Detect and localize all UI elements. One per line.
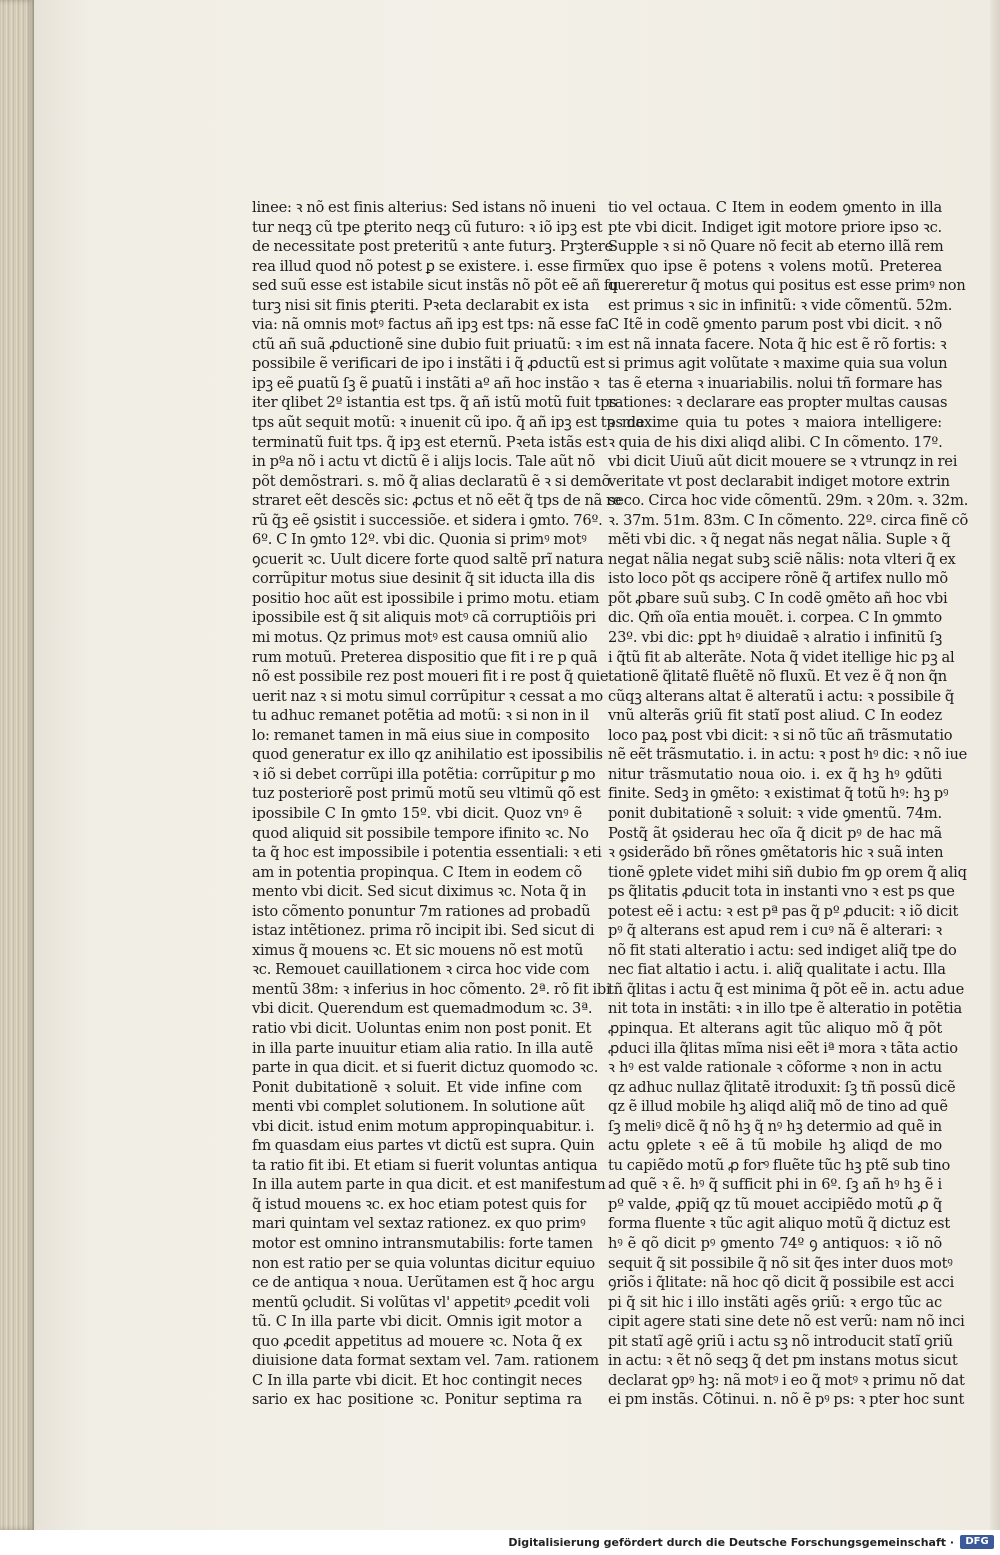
text-line: tuz posteriorẽ post primũ motũ seu vltimũ qõ est bbox=[252, 785, 601, 803]
text-line: tionẽ ꝯplete videt mihi siñ dubio fm ꝯp orem q̃ aliq bbox=[608, 863, 967, 881]
text-line: via: nã omnis motꝰ factus añ ipꝫ est tps: nã esse fa bbox=[252, 316, 609, 334]
text-line: pte vbi dicit. Indiget igit motore priore ipso ꝛc. bbox=[608, 218, 942, 236]
text-line: quod aliquid sit possibile tempore ifinito ꝛc. No bbox=[252, 824, 589, 842]
text-line: vbi dicit. istud enim motum appropinquabitur. i. bbox=[252, 1117, 595, 1135]
text-line: tu adhuc remanet potẽtia ad motũ: ꝛ si non in il bbox=[252, 707, 589, 725]
text-line: terminatũ fuit tps. q̃ ipꝫ est eternũ. Pꝛeta istãs est bbox=[252, 433, 608, 451]
text-line: ꝛ ꝯsiderãdo bñ rõnes ꝯmẽtatoris hic ꝛ suã inten bbox=[608, 844, 944, 862]
text-line: mentũ ꝯcludit. Si volũtas vl' appetitꝰ ꝓcedit voli bbox=[252, 1293, 590, 1311]
text-line: tio vel octaua. C Item in eodem ꝯmento in illa bbox=[608, 199, 942, 216]
text-line: cũqꝫ alterans altat ẽ alteratũ i actu: ꝛ possibile q̃ bbox=[608, 687, 954, 705]
text-line: mento vbi dicit. Sed sicut diximus ꝛc. Nota q̃ in bbox=[252, 883, 587, 901]
text-line: nõ est possibile rez post moueri fit i re post q̃ quie bbox=[252, 668, 609, 686]
text-line: ta ratio fit ibi. Et etiam si fuerit voluntas antiqua bbox=[252, 1156, 598, 1174]
text-line: fm quasdam eius partes vt dictũ est supra. Quin bbox=[252, 1137, 595, 1155]
text-line: mentũ 38m: ꝛ inferius in hoc cõmento. 2ª. rõ fit ibi bbox=[252, 980, 611, 998]
text-line: motor est omnino intransmutabilis: forte tamen bbox=[252, 1234, 593, 1252]
text-line: ꝛ. 37m. 51m. 83m. C In cõmento. 22º. circa finẽ cõ bbox=[608, 511, 969, 529]
text-line: vbi dicit. Querendum est quemadmodum ꝛc. 3ª. bbox=[252, 1000, 593, 1018]
text-line: C In illa parte vbi dicit. Et hoc contingit neces bbox=[252, 1371, 582, 1389]
text-line: in pºa nõ i actu vt dictũ ẽ i alijs locis. Tale aũt nõ bbox=[252, 453, 596, 471]
text-line: linee: ꝛ nõ est finis alterius: Sed istans nõ inueni bbox=[252, 199, 596, 216]
text-line: ꝯriõs i q̃litate: nã hoc qõ dicit q̃ possibile est acci bbox=[608, 1274, 955, 1292]
text-line: q̃ istud mouens ꝛc. ex hoc etiam potest quis for bbox=[252, 1195, 587, 1213]
text-line: negat nãlia negat subꝫ sciẽ nãlis: nota vlteri q̃ ex bbox=[608, 550, 956, 568]
text-line: põt ꝓbare suũ subꝫ. C In codẽ ꝯmẽto añ hoc vbi bbox=[608, 589, 948, 607]
dfg-logo: DFG bbox=[960, 1535, 994, 1549]
text-line: ꝛ maxime quia tu potes ꝛ maiora intelligere: bbox=[608, 414, 942, 432]
text-line: ponit dubitationẽ ꝛ soluit: ꝛ vide ꝯmentũ. 74m. bbox=[608, 804, 942, 822]
text-line: nẽ eẽt trãsmutatio. i. in actu: ꝛ post hꝰ dic: ꝛ nõ iue bbox=[608, 746, 968, 764]
text-line: possibile ẽ verificari de ipo i instãti i q̃ ꝓductũ est bbox=[252, 355, 605, 373]
text-line: Supple ꝛ si nõ Quare nõ fecit ab eterno illã rem bbox=[608, 238, 944, 256]
text-line: Ponit dubitationẽ ꝛ soluit. Et vide infine com bbox=[252, 1078, 582, 1096]
text-line: nec fiat altatio i actu. i. aliq̃ qualitate i actu. Illa bbox=[608, 961, 946, 979]
text-line: actu ꝯplete ꝛ eẽ ã tũ mobile hꝫ aliqd de mo bbox=[608, 1137, 942, 1155]
text-line: ꝛ hꝰ est valde rationale ꝛ cõforme ꝛ non in actu bbox=[608, 1059, 942, 1077]
text-line: ps q̃litatis ꝓducit tota in instanti vno ꝛ est ps que bbox=[608, 883, 955, 901]
text-line: vnũ alterãs ꝯriũ fit statĩ post aliud. C In eodez bbox=[608, 707, 942, 725]
digitization-footer bbox=[0, 1530, 1000, 1555]
text-line: est primus ꝛ sic in infinitũ: ꝛ vide cõmentũ. 52m. bbox=[608, 296, 953, 314]
text-line: ex quo ipse ẽ potens ꝛ volens motũ. Preterea bbox=[608, 257, 942, 275]
text-line: ximus q̃ mouens ꝛc. Et sic mouens nõ est motũ bbox=[252, 941, 584, 959]
text-line: tñ q̃litas i actu q̃ est minima q̃ põt eẽ in. actu adue bbox=[608, 980, 965, 998]
text-line: tũ. C In illa parte vbi dicit. Omnis igit motor a bbox=[252, 1313, 582, 1331]
text-line: rum motuũ. Preterea dispositio que fit i re p quã bbox=[252, 648, 598, 666]
text-line: tationẽ q̃litatẽ fluẽtẽ nõ fluxũ. Et vez ẽ q̃ non q̃n bbox=[608, 668, 947, 686]
text-line: pi q̃ sit hic i illo instãti agẽs ꝯriũ: ꝛ ergo tũc ac bbox=[608, 1293, 942, 1311]
text-line: est nã innata facere. Nota q̃ hic est ẽ rõ fortis: ꝛ bbox=[608, 335, 947, 353]
text-line: ꝛ iõ si debet corrũpi illa potẽtia: corrũpitur ꝑ mo bbox=[252, 765, 596, 783]
text-line: loco paꝝ post vbi dicit: ꝛ si nõ tũc añ trãsmutatio bbox=[608, 726, 953, 744]
right-text-column bbox=[608, 198, 969, 1410]
facing-page-edge bbox=[990, 0, 1000, 1530]
text-line: qz ẽ illud mobile hꝫ aliqd aliq̃ mõ de tino ad quẽ bbox=[608, 1098, 948, 1116]
text-line: rũ q̃ꝫ eẽ ꝯsistit i successiõe. et sidera i ꝯmto. 76º. bbox=[252, 511, 603, 529]
text-line: ctũ añ suã ꝓductionẽ sine dubio fuit priuatũ: ꝛ im bbox=[252, 335, 604, 353]
text-line: declarat ꝯpꝰ hꝫ: nã motꝰ i eo q̃ motꝰ ꝛ primu nõ dat bbox=[608, 1371, 965, 1389]
text-line: qz adhuc nullaz q̃litatẽ itroduxit: ſꝫ tñ possũ dicẽ bbox=[608, 1078, 956, 1096]
text-line: in illa parte inuuitur etiam alia ratio. In illa autẽ bbox=[252, 1039, 594, 1057]
text-line: ce de antiqua ꝛ noua. Uerũtamen est q̃ hoc argu bbox=[252, 1274, 595, 1292]
text-line: nit tota in instãti: ꝛ in illo tpe ẽ alteratio in potẽtia bbox=[608, 1000, 962, 1018]
left-text-column bbox=[252, 198, 645, 1410]
text-line: mari quintam vel sextaz rationez. ex quo primꝰ bbox=[252, 1215, 586, 1233]
text-line: lo: remanet tamen in mã eius siue in composito bbox=[252, 726, 590, 744]
text-line: ꝯcuerit ꝛc. Uult dicere forte quod saltẽ prĩ natura bbox=[252, 550, 604, 568]
text-line: pit statĩ agẽ ꝯriũ i actu sꝫ nõ introducit statĩ ꝯriũ bbox=[608, 1332, 953, 1350]
text-line: ratio vbi dicit. Uoluntas enim non post ponit. Et bbox=[252, 1019, 592, 1037]
book-page-edges bbox=[0, 0, 34, 1530]
text-line: ad quẽ ꝛ ẽ. hꝰ q̃ sufficit phi in 6º. ſꝫ añ hꝰ hꝫ ẽ i bbox=[608, 1176, 942, 1194]
text-line: rationes: ꝛ declarare eas propter multas causas bbox=[608, 394, 948, 412]
text-line: tps aũt sequit motũ: ꝛ inuenit cũ ipo. q̃ añ ipꝫ est tps de bbox=[252, 414, 645, 432]
text-line: isto cõmento ponuntur 7m rationes ad probadũ bbox=[252, 902, 591, 920]
text-line: hꝰ ẽ qõ dicit pꝰ ꝯmento 74º ꝯ antiquos: ꝛ iõ nõ bbox=[608, 1234, 942, 1252]
text-line: C Itẽ in codẽ ꝯmento parum post vbi dicit. ꝛ nõ bbox=[608, 316, 942, 334]
text-line: tu capiẽdo motũ ꝓ forꝰ fluẽte tũc hꝫ ptẽ sub tino bbox=[608, 1156, 951, 1174]
text-line: diuisione data format sextam vel. 7am. rationem bbox=[252, 1352, 599, 1370]
text-line: sed suũ esse est istabile sicut instãs nõ põt eẽ añ fu bbox=[252, 277, 619, 295]
text-line: forma fluente ꝛ tũc agit aliquo motũ q̃ dictuz est bbox=[608, 1215, 951, 1233]
text-line: de necessitate post preteritũ ꝛ ante futurꝫ. Prꝫtere bbox=[252, 238, 613, 256]
text-line: 6º. C In ꝯmto 12º. vbi dic. Quonia si primꝰ motꝰ bbox=[252, 531, 587, 549]
text-line: ta q̃ hoc est impossibile i potentia essentiali: ꝛ eti bbox=[252, 844, 602, 862]
text-line: istaz intẽtionez. prima rõ incipit ibi. Sed sicut di bbox=[252, 922, 595, 940]
text-line: uerit naz ꝛ si motu simul corrũpitur ꝛ cessat a mo bbox=[252, 687, 603, 705]
text-line: tur neqꝫ cũ tpe ꝑterito neqꝫ cũ futuro: ꝛ iõ ipꝫ est bbox=[252, 218, 603, 236]
text-line: quod generatur ex illo qz anihilatio est ipossibilis bbox=[252, 746, 603, 764]
text-line: veritate vt post declarabit indiget motore extrin bbox=[608, 472, 950, 490]
text-line: ꝓduci illa q̃litas mĩma nisi eẽt iª mora ꝛ tãta actio bbox=[608, 1039, 958, 1057]
text-line: In illa autem parte in qua dicit. et est manifestum bbox=[252, 1176, 606, 1194]
text-line: mi motus. Qz primus motꝰ est causa omniũ alio bbox=[252, 629, 588, 647]
text-line: seco. Circa hoc vide cõmentũ. 29m. ꝛ 20m. ꝛ. 32m. bbox=[608, 492, 969, 510]
text-line: 23º. vbi dic: ꝑpt hꝰ diuidaẽ ꝛ alratio i infinitũ ſꝫ bbox=[608, 629, 942, 647]
text-line: ꝓpinqua. Et alterans agit tũc aliquo mõ q̃ põt bbox=[608, 1019, 942, 1037]
text-line: rea illud quod nõ potest ꝑ se existere. i. esse firmũ bbox=[252, 257, 612, 275]
text-line: pꝰ q̃ alterans est apud rem i cuꝰ nã ẽ alterari: ꝛ bbox=[608, 922, 942, 940]
text-line: ſꝫ meliꝰ dicẽ q̃ nõ hꝫ q̃ nꝰ hꝫ determio ad quẽ in bbox=[608, 1117, 942, 1135]
text-line: sequit q̃ sit possibile q̃ nõ sit q̃es inter duos motꝰ bbox=[608, 1254, 953, 1272]
text-line: parte in qua dicit. et si fuerit dictuz quomodo ꝛc. bbox=[252, 1059, 599, 1077]
text-line: isto loco põt qs accipere rõnẽ q̃ artifex nullo mõ bbox=[608, 570, 948, 588]
text-line: ipossibile est q̃ sit aliquis motꝰ cã corruptiõis pri bbox=[252, 609, 596, 627]
text-line: nõ fit stati alteratio i actu: sed indiget aliq̃ tpe do bbox=[608, 941, 957, 959]
text-line: ꝛc. Remouet cauillationem ꝛ circa hoc vide com bbox=[252, 961, 590, 979]
text-line: quo ꝓcedit appetitus ad mouere ꝛc. Nota q̃ ex bbox=[252, 1332, 582, 1350]
text-line: corrũpitur motus siue desinit q̃ sit iducta illa dis bbox=[252, 570, 595, 588]
text-line: ei pm instãs. Cõtinui. n. nõ ẽ pꝰ ps: ꝛ pter hoc sunt bbox=[608, 1391, 965, 1409]
text-line: sario ex hac positione ꝛc. Ponitur septima ra bbox=[252, 1391, 582, 1409]
text-line: ipossibile C In ꝯmto 15º. vbi dicit. Quoz vnꝰ ẽ bbox=[252, 804, 582, 822]
text-line: am in potentia propinqua. C Item in eodem cõ bbox=[252, 863, 582, 881]
text-line: mẽti vbi dic. ꝛ q̃ negat nãs negat nãlia. Suple ꝛ q̃ bbox=[608, 531, 951, 549]
text-line: menti vbi complet solutionem. In solutione aũt bbox=[252, 1098, 585, 1116]
text-line: quereretur q̃ motus qui positus est esse primꝰ non bbox=[608, 277, 966, 295]
text-line: iter qlibet 2º istantia est tps. q̃ añ istũ motũ fuit tps bbox=[252, 394, 617, 412]
text-line: turꝫ nisi sit finis ꝑteriti. Pꝛeta declarabit ex ista bbox=[252, 296, 589, 314]
text-line: ipꝫ eẽ ꝑuatũ ſꝫ ẽ ꝑuatũ i instãti aº añ hoc instão ꝛ bbox=[252, 374, 600, 392]
text-line: non est ratio per se quia voluntas dicitur equiuo bbox=[252, 1254, 595, 1272]
text-line: si primus agit volũtate ꝛ maxime quia sua volun bbox=[608, 355, 948, 373]
text-line: i q̃tũ fit ab alterãte. Nota q̃ videt itellige hic pꝫ al bbox=[608, 648, 955, 666]
text-line: pº valde, ꝓpiq̃ qz tũ mouet accipiẽdo motũ ꝓ q̃ bbox=[608, 1195, 942, 1213]
text-line: tas ẽ eterna ꝛ inuariabilis. nolui tñ formare has bbox=[608, 374, 943, 392]
text-line: nitur trãsmutatio noua oio. i. ex q̃ hꝫ hꝰ ꝯdũti bbox=[608, 765, 942, 783]
text-line: ꝛ quia de his dixi aliqd alibi. C In cõmento. 17º. bbox=[608, 433, 943, 451]
funding-credit: Digitalisierung gefördert durch die Deutsche Forschungsgemeinschaft · bbox=[508, 1536, 954, 1549]
text-line: straret eẽt descẽs sic: ꝓctus et nõ eẽt q̃ tps de nã re bbox=[252, 492, 622, 510]
text-line: põt demõstrari. s. mõ q̃ alias declaratũ ẽ ꝛ si demõ bbox=[252, 472, 611, 490]
text-line: potest eẽ i actu: ꝛ est pª pas q̃ pº ꝓducit: ꝛ iõ dicit bbox=[608, 902, 959, 920]
text-line: finite. Sedꝫ in ꝯmẽto: ꝛ existimat q̃ totũ hꝰ: hꝫ pꝰ bbox=[608, 785, 949, 803]
text-line: Postq̃ ãt ꝯsiderau hec oĩa q̃ dicit pꝰ de hac mã bbox=[608, 824, 942, 842]
text-line: positio hoc aũt est ipossibile i primo motu. etiam bbox=[252, 589, 600, 607]
text-line: dic. Qm̃ oĩa entia mouẽt. i. corpea. C In ꝯmmto bbox=[608, 609, 942, 627]
text-line: cipit agere stati sine dete nõ est verũ: nam nõ inci bbox=[608, 1313, 965, 1331]
text-line: vbi dicit Uiuũ aũt dicit mouere se ꝛ vtrunqz in rei bbox=[608, 453, 958, 471]
text-line: in actu: ꝛ ẽt nõ seqꝫ q̃ det pm instans motus sicut bbox=[608, 1352, 958, 1370]
